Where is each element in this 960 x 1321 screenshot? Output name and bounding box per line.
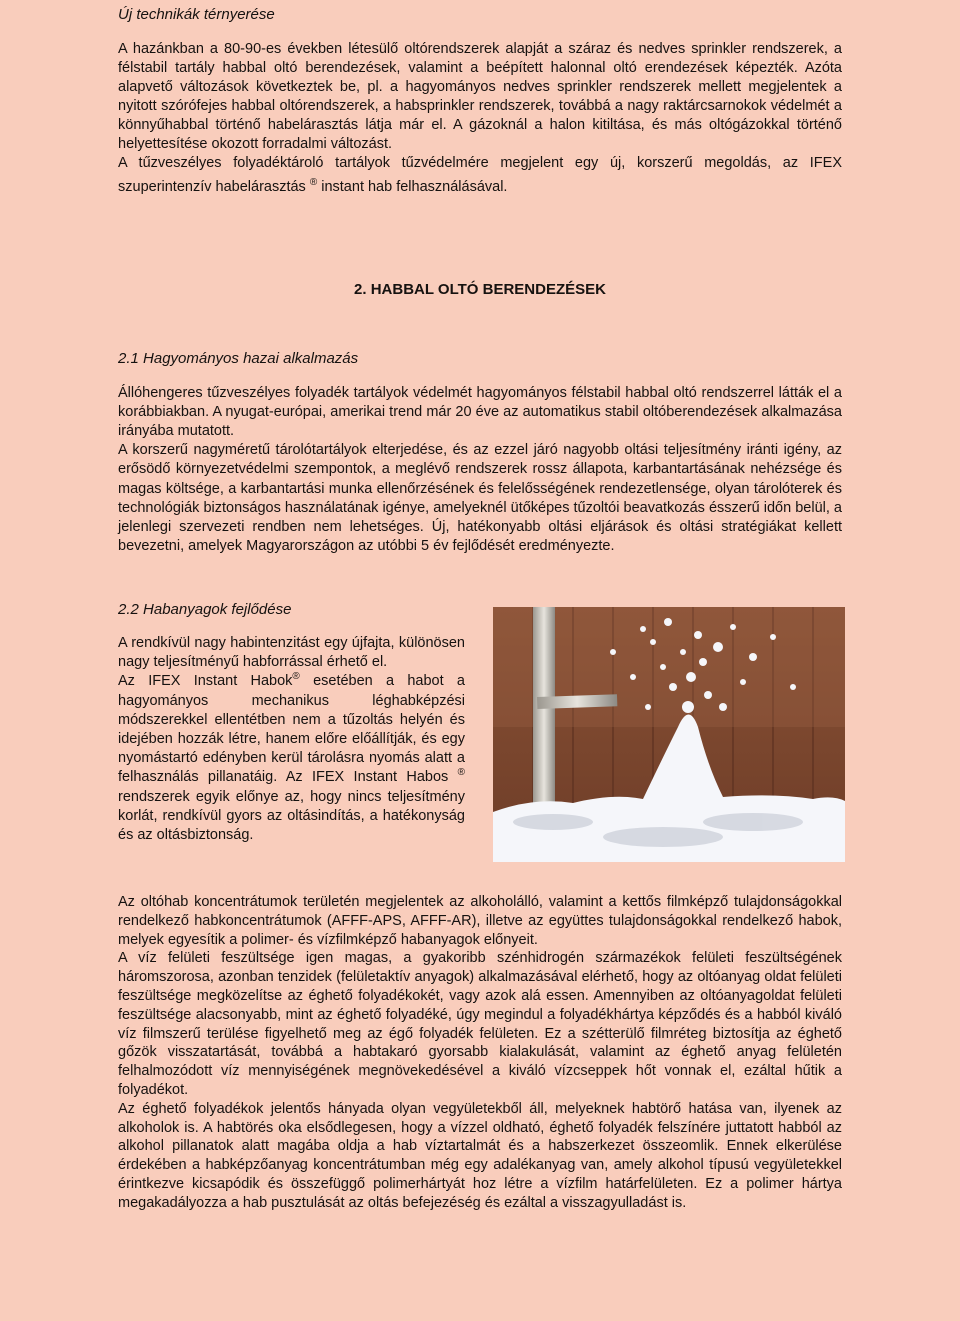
- paragraph-alcohols: Az éghető folyadékok jelentős hányada olyan vegyületekből áll, melyeknek habtörő hatása van, ilyenek az alkoholok is. A habtörés oka elsődlegesen, hogy a vízzel oldható, éghető folyadék felszínére juttatott habból az alkohol pillanatok alatt magába oldja a hab víztartalmát és a habszerkezet összeomlik. Ennek elkerülése érdekében a habképzőanyag koncentrátumban még egy adalékanyag van, amely alkohol típusú vegyületekkel érintkezve kicsapódik és összefüggő polimerhártyát hoz létre a vízfilm határfelületen. Ez a polimer hártya megakadályozza a hab pusztulását az oltás befejezéség és ezáltal a visszagyulladást is.: [118, 1100, 842, 1211]
- intro-heading: Új technikák térnyerése: [118, 6, 275, 23]
- section-2-1-body: [118, 384, 842, 557]
- section-2-2-body: [118, 893, 842, 1213]
- subsection-heading-2-2: 2.2 Habanyagok fejlődése: [118, 601, 292, 618]
- intro-text: [118, 40, 842, 199]
- registered-mark: ®: [457, 767, 466, 779]
- intro-paragraph-2-end: instant hab felhasználásával.: [317, 179, 508, 195]
- registered-mark: ®: [292, 671, 300, 683]
- paragraph-surface-tension: A víz felületi feszültsége igen magas, a gyakoribb szénhidrogén származékok felületi feszültségének háromszorosa, azonban tenzidek (felületaktív anyagok) alkalmazásával elérhető, hogy az oltóanyag oldat felületi feszültsége megközelítse az éghető folyadékokét, vagy azok alá essen. Amennyiben az oltóanyagoldat felületi feszültsége alacsonyabb, mint az éghető folyadéké, úgy megindul a folyadékhártya képződés és a habból kiváló víz filmszerű terülése figyelhető meg az égő folyadék felületen. Ez a szétterülő filmréteg biztosítja az éghető gőzök visszatartását, továbbá a habtakaró gyorsabb kialakulását, valamint az éghető anyag felületén felhalmozódott víz mennyiségének megnövekedésével a kiváló vízcseppek hőt vonnak el, ezáltal hűtik a folyadékot.: [118, 950, 842, 1098]
- paragraph-ifex: [118, 672, 465, 845]
- section-2-2-left-column: [118, 634, 465, 845]
- subsection-heading-2-1: 2.1 Hagyományos hazai alkalmazás: [118, 350, 359, 367]
- intro-paragraph-2-text: A tűzveszélyes folyadéktároló tartályok tűzvédelmére megjelent egy új, korszerű megoldás, az IFEX szuperintenzív habelárasztás: [118, 155, 842, 195]
- intro-paragraph-2: [118, 151, 842, 199]
- ifex-text-1: Az IFEX Instant Habok: [118, 673, 293, 690]
- ifex-text-3: rendszerek egyik előnye az, hogy nincs teljesítmény korlát, rendkívül gyors az oltásindítás, a hatékonyság és az oltásbiztonság.: [118, 788, 465, 844]
- registered-mark: ®: [309, 177, 318, 189]
- section-title: 2. HABBAL OLTÓ BERENDEZÉSEK: [354, 281, 606, 298]
- paragraph-traditional: Állóhengeres tűzveszélyes folyadék tartályok védelmét hagyományos félstabil habbal oltó rendszerrel látták el a korábbiakban. A nyugat-európai, amerikai trend már 20 éve az automatikus stabil oltóberendezések alkalmazása irányába mutatott.: [118, 385, 842, 439]
- intro-paragraph-1: A hazánkban a 80-90-es években létesülő oltórendszerek alapját a száraz és nedves sprinkler rendszerek, a félstabil tartály habbal oltó berendezések, valamint a beépített halonnal oltó erendezések képezték. Azóta alapvető változások következtek be, pl. a hagyományos nedves sprinkler rendszerek mellett megjelentek a nyitott szórófejes habbal oltórendszerek, a habsprinkler rendszerek, továbbá a nagy raktárcsarnokok védelmét a könnyűhabbal történő habelárasztás látja már el. A gázoknál a halon kitiltása, és más oltógázokkal történő helyettesítése okozott forradalmi változást.: [118, 41, 842, 152]
- paragraph-modern-tanks: A korszerű nagyméretű tárolótartályok elterjedése, és az ezzel járó nagyobb oltási teljesítmény iránti igény, az erősödő környezetvédelmi szempontok, a meglévő rendszerek rossz állapota, karbantartásának nehézsége és magas költsége, a karbantartási munka ellenőrzésének és felelősségének rendezetlensége, olyan tárolóterek és technológiák biztonságos használatának igénye, amelyeknél ütőképes tűzoltói beavatkozás ésszerű időn belül, a jelenlegi szervezeti rendben nem lehetséges. Új, hatékonyabb oltási eljárások és oltási stratégiákat kellett bevezetni, amelyek Magyarországon az utóbbi 5 év fejlődését eredményezte.: [118, 442, 842, 555]
- ifex-text-2: esetében a habot a hagyományos mechanikus léghabképzési módszerekkel ellentétben nem a tűzoltás helyén és idejében hozzák létre, hanem előre előállítják, és egy nyomástartó edényben kerül tárolásra nyomás alatt a felhasználás pillanatáig. Az IFEX Instant Habos: [118, 673, 465, 786]
- paragraph-intensity: A rendkívül nagy habintenzitást egy újfajta, különösen nagy teljesítményű habforrással érhető el.: [118, 635, 465, 671]
- paragraph-concentrates: Az oltóhab koncentrátumok területén megjelentek az alkoholálló, valamint a kettős filmképző tulajdonságokkal rendelkező habkoncentrátumok (AFFF-APS, AFFF-AR), illetve az együttes tulajdonságokkal rendelkező habok, melyek egyesítik a polimer- és vízfilmképző habanyagok előnyeit.: [118, 894, 842, 948]
- foam-photo: [493, 607, 845, 862]
